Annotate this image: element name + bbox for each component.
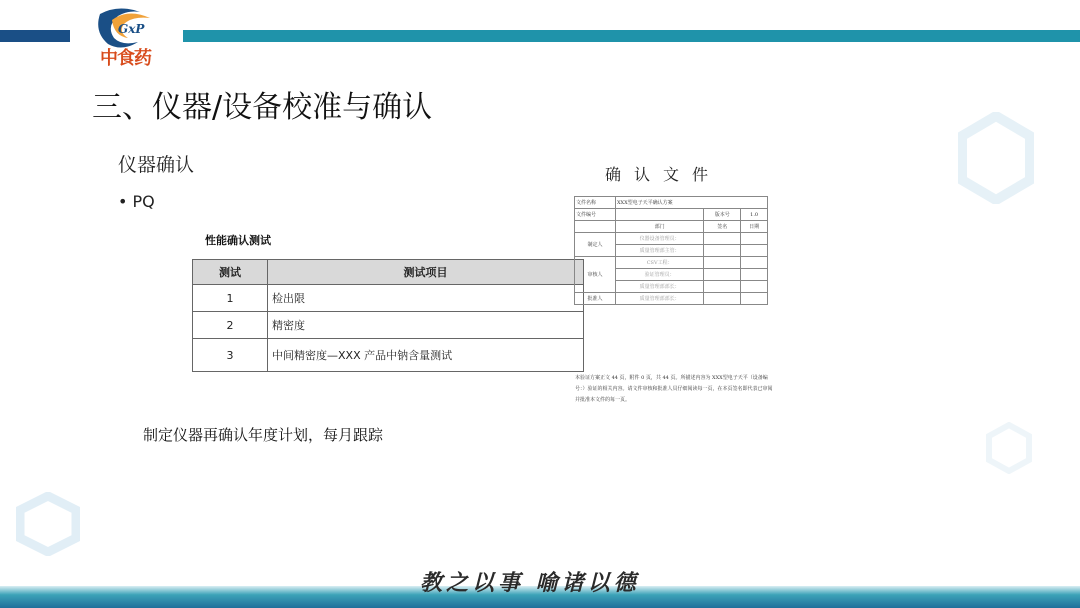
bullet-pq: • PQ (118, 192, 155, 211)
hexagon-decoration-icon (958, 112, 1034, 204)
header-bar-right (183, 30, 1080, 42)
logo-name: 中食药 (100, 48, 151, 69)
table-cell: 审核人 (575, 257, 616, 293)
table-cell: 批准人 (575, 293, 616, 305)
table-row (193, 339, 584, 372)
table-cell (704, 281, 741, 293)
table-cell: 文件名称 (575, 197, 616, 209)
table-cell: 1.0 (741, 209, 768, 221)
table-cell (741, 245, 768, 257)
perf-table (192, 259, 584, 372)
table-cell (704, 245, 741, 257)
table-cell (741, 293, 768, 305)
table-cell (704, 269, 741, 281)
table-cell: 版本号 (704, 209, 741, 221)
logo-gxp-text: GxP (118, 22, 145, 36)
table-cell (741, 233, 768, 245)
table-cell: 验证管理员： (616, 269, 704, 281)
table-cell: 质量管理部部长： (616, 281, 704, 293)
table-cell (704, 257, 741, 269)
page-title: 三、仪器/设备校准与确认 (92, 90, 433, 125)
table-row (575, 209, 768, 221)
perf-table-caption: 性能确认测试 (205, 234, 271, 247)
table-cell: 2 (193, 312, 268, 339)
table-header: 测试项目 (268, 260, 584, 285)
table-cell (741, 257, 768, 269)
table-cell: 1 (193, 285, 268, 312)
table-header: 测试 (193, 260, 268, 285)
table-cell: 签名 (704, 221, 741, 233)
confirm-doc-title: 确认文件 (605, 165, 722, 184)
table-cell (616, 209, 704, 221)
hexagon-decoration-icon (986, 422, 1032, 474)
table-cell (704, 233, 741, 245)
confirm-doc-footer-note: 本验证方案正文 44 页，附件 0 页，共 44 页。所描述内容为 XXX型电子天平（设备编号：）验证的相关内容。请文件审核和批准人员仔细阅读每一页，在本页签名即代表已审阅并批准本文件的每一页。 (575, 375, 773, 403)
table-cell: 精密度 (268, 312, 584, 339)
table-cell: 中间精密度—XXX 产品中钠含量测试 (268, 339, 584, 372)
table-cell: 检出限 (268, 285, 584, 312)
table-cell (704, 293, 741, 305)
table-row (575, 221, 768, 233)
plan-note: 制定仪器再确认年度计划，每月跟踪 (143, 426, 384, 444)
table-cell (575, 221, 616, 233)
table-cell: 质量管理部主管： (616, 245, 704, 257)
table-cell: 日期 (741, 221, 768, 233)
table-cell: 部门 (616, 221, 704, 233)
table-cell: 仪器设备管理员： (616, 233, 704, 245)
confirm-doc-table (574, 196, 768, 305)
section-subtitle: 仪器确认 (118, 154, 195, 176)
table-cell: CSV工程： (616, 257, 704, 269)
table-row (193, 312, 584, 339)
table-cell: XXX型电子天平确认方案 (616, 197, 768, 209)
table-row (575, 197, 768, 209)
table-row (575, 293, 768, 305)
table-cell (741, 281, 768, 293)
table-cell: 质量管理部部长： (616, 293, 704, 305)
table-row (575, 233, 768, 245)
table-cell: 制定人 (575, 233, 616, 257)
table-cell (741, 269, 768, 281)
header-bar-left (0, 30, 70, 42)
table-row (193, 285, 584, 312)
table-row (575, 257, 768, 269)
table-header-row (193, 260, 584, 285)
table-cell: 3 (193, 339, 268, 372)
hexagon-decoration-icon (16, 492, 80, 556)
table-cell: 文件编号 (575, 209, 616, 221)
footer-slogan: 教之以事 喻诸以德 (420, 570, 640, 596)
